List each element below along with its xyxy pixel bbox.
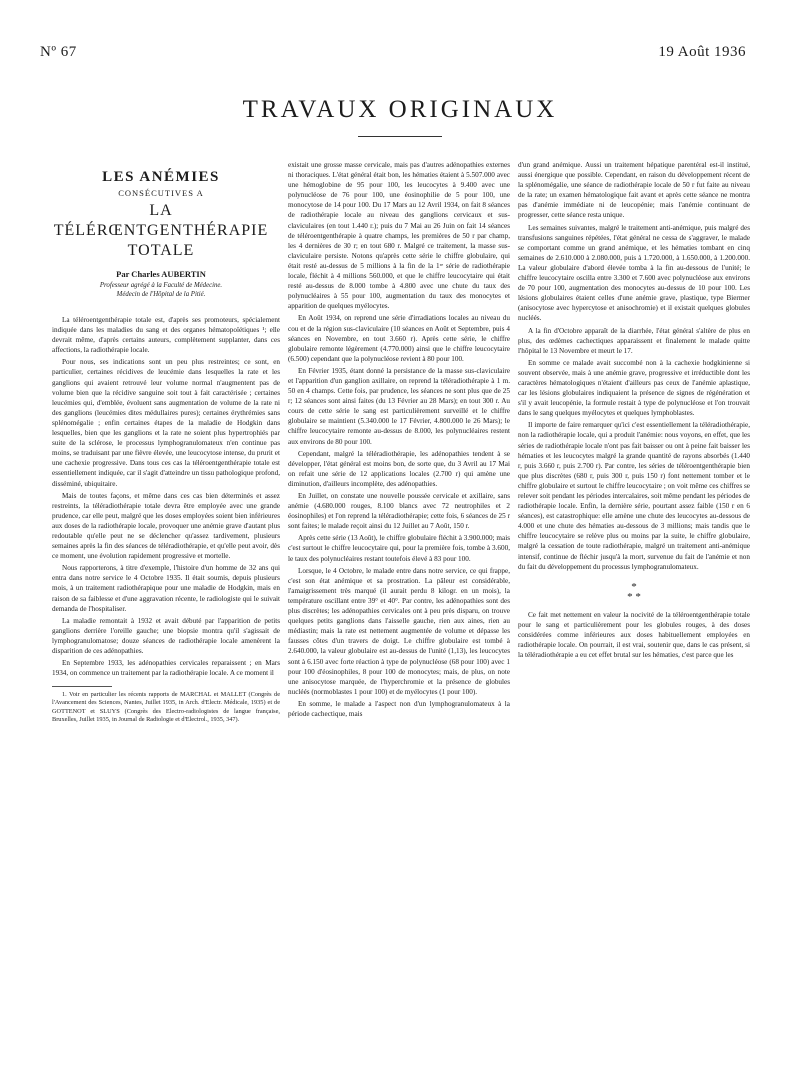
article-title-line-3: LA TÉLÉRŒNTGENTHÉRAPIE — [53, 202, 269, 239]
footnote: 1. Voir en particulier les récents rapports de MARCHAL et MALLET (Congrès de l'Avancement des Sciences, Nantes, Juillet 1935, in Arch. d'Electr. Médicale, 1935) et de GOTTENOT et SLUYS (Congrès des Electro-radiologistes de langue française, Bruxelles, Juillet 1935, in Journal de Radiologie et d'Electrol., 1935, 347). — [52, 691, 280, 723]
article-title-line-4: TOTALE — [127, 242, 195, 259]
article-title-line-1: LES ANÉMIES — [102, 169, 220, 185]
paragraph: Après cette série (13 Août), le chiffre globulaire fléchit à 3.900.000; mais c'est surtout le chiffre leucocytaire qui, pour la première fois, tombe à 3.600, le taux des polynucléaires restant toutefois élevé à 83 pour 100. — [288, 534, 510, 563]
column-3 — [518, 160, 750, 1060]
paragraph: Lorsque, le 4 Octobre, le malade entre dans notre service, ce qui frappe, c'est son état anémique et sa prostration. La pâleur est considérable, l'amaigrissement très marqué (il aurait perdu 8 kilogr. en un mois), la température oscillant entre 39° et 40°. Par contre, les adénopathies sont des plus discrètes; les adénopathies cervicales ont à peu près disparu, on trouve quelques petits ganglions dans l'aisselle gauche, rien aux aines, rien au médiastin; mais la rate est nettement augmentée de volume et dépasse les fausses côtes d'un travers de doigt. Le chiffre globulaire est tombé à 2.640.000, la valeur globulaire est au-dessus de l'unité (1,13), les leucocytes sont à 6.150 avec forte réaction à type de polynucléose (68 pour 100) avec 1 pour 100 d'éosinophiles, 8 pour 100 de monocytes; mais, de plus, on note une anisocytose marquée, de l'hyperchromie et la présence de globules nucléés (normoblastes 1 pour 100) et de myélocytes (1 pour 100). — [288, 566, 510, 696]
paragraph: Cependant, malgré la téléradiothérapie, les adénopathies tendent à se développer, l'état général est moins bon, de sorte que, du 3 Avril au 17 Mai on refait une série de 12 applications locales (2.700 r) qui amène une diminution, d'ailleurs incomplète, des adénopathies. — [288, 449, 510, 488]
column-2 — [288, 160, 510, 1060]
issue-number: Nº 67 — [40, 44, 77, 60]
column-1 — [42, 160, 280, 1060]
paragraph: Il importe de faire remarquer qu'ici c'est essentiellement la téléradiothérapie, non la radiothérapie locale, qui a produit l'anémie: nous voyons, en effet, que les séries de radiothérapie locale n'ont pas fait baisser ou ont à peine fait baisser les hématies et les leucocytes malgré la grande quantité de rayons absorbés (1.440 r, puis 3.660 r, puis 2.700 r). Par contre, les séries de téléroentgenthérapie bien que plus discrètes (680 r, puis 300 r, puis 150 r) font nettement tomber et le chiffre globulaire et surtout le chiffre leucocytaire ; on voit même ces chiffres se relever soit pendant les périodes intercalaires, soit même pendant les périodes de radiothérapie locale. Enfin, la dernière série, pourtant assez faible (150 r en 6 séances), est catastrophique: elle amène une chute des leucocytes au-dessous de 4.000 et une chute des hématies au-dessous de 3 millions; mais tandis que le chiffre leucocytaire se relève plus ou moins par la suite, le chiffre globulaire, malgré la cessation de toute radiothérapie, malgré un traitement anti-anémique intensif, continue de fléchir jusqu'à la mort, survenue du fait de l'anémie et non du fait du développement du processus lymphogranulomateux. — [518, 421, 750, 571]
title-divider — [358, 136, 442, 137]
paragraph: En somme, le malade a l'aspect non d'un lymphogranulomateux à la période cachectique, mais — [288, 699, 510, 718]
column-1-body — [42, 315, 280, 724]
paragraph: A la fin d'Octobre apparaît de la diarrhée, l'état général s'altère de plus en plus, des œdèmes cachectiques apparaissent et finalement le malade quitte l'hôpital le 13 Novembre et meurt le 17. — [518, 326, 750, 355]
paragraph: En Février 1935, étant donné la persistance de la masse sus-claviculaire et l'apparition d'un ganglion axillaire, on reprend la téléradiothérapie à 1 m. 50 en 4 champs. Cette fois, par prudence, les séances ne sont plus que de 25 r; 12 séances sont ainsi faites (du 13 Février au 28 Mars); en tout 300 r. Au cours de cette série le sang est particulièrement surveillé et le chiffre globulaire se maintient (5.340.000 le 17 Février, 4.800.000 le 26 Mars); le chiffre leucocytaire remonte au-dessus de 8.000, les polynucléaires restent aux environs de 80 pour 100. — [288, 366, 510, 446]
paragraph: Mais de toutes façons, et même dans ces cas bien déterminés et assez restreints, la téléradiothérapie totale devra être employée avec une grande prudence, car elle peut, malgré que les doses employées soient bien inférieures aux doses de la radiothérapie locale, provoquer une anémie grave d'autant plus redoutable qu'elle peut ne se déclencher qu'assez tardivement, plusieurs semaines après la fin des séances de téléradiothérapie, et qu'elle peut avoir, dès ce moment, une évolution rapidement progressive et mortelle. — [52, 491, 280, 561]
paragraph: Ce fait met nettement en valeur la nocivité de la téléroentgenthérapie totale pour le sang et particulièrement pour les globules rouges, à des doses considérées comme inférieures aux doses habituellement employées en radiothérapie locale. On pourrait, il est vrai, soutenir que, dans le cas présent, si la téléradiothérapie a eu cet effet brutal sur les hématies, c'est parce que les — [518, 610, 750, 660]
paragraph: existait une grosse masse cervicale, mais pas d'autres adénopathies externes ni thoraciques. L'état général était bon, les hématies étaient à 5.507.000 avec une hémoglobine de 95 pour 100, les leucocytes à 9.400 avec une polynucléose de 76 pour 100, une éosinophilie de 5 pour 100, une monocytose de 14 pour 100. Du 17 Mars au 12 Avril 1934, on fait 8 séances de radiothérapie locale au niveau des ganglions cervicaux et sus-claviculaires (en tout 1.440 r.); puis du 7 Mai au 26 Juin on fait 14 séances de téléroentgenthérapie à quatre champs, les premières de 50 r par champ, les 4 dernières de 30 r; en tout 680 r. Malgré ce traitement, la masse sus-claviculaire persiste. Notons qu'après cette série le chiffre globulaire, qui était resté au-dessus de 5 millions à la fin de la 1ʳᵉ série de radiothérapie locale, fléchit à 4 millions 560.000, et que le chiffre leucocytaire qui était resté au-dessus de 8.000 tombe à 4.800 avec une chute du taux des polynucléaires à 55 pour 100, augmentation du taux des monocytes et apparition de quelques myélocytes. — [288, 161, 510, 311]
paragraph: En Août 1934, on reprend une série d'irradiations locales au niveau du cou et de la région sus-claviculaire (10 séances en Août et Septembre, puis 4 séances en Novembre, en tout 3.660 r). Après cette série, le chiffre globulaire remonte légèrement (4.770.000) ainsi que le chiffre leucocytaire (6.500) cependant que la polynucléose revient à 80 pour 100. — [288, 314, 510, 363]
issue-date: 19 Août 1936 — [658, 44, 746, 60]
affiliation-line-1: Professeur agrégé à la Faculté de Médecine. — [99, 282, 223, 289]
paragraph: En Juillet, on constate une nouvelle poussée cervicale et axillaire, sans anémie (4.680.000 rouges, 8.100 blancs avec 72 neutrophiles et 2 éosinophiles) et l'on reprend la téléradiothérapie; cette fois, 6 séances de 25 r sont faites; le malade reçoit ainsi du 12 Juillet au 7 Août, 150 r. — [288, 492, 510, 531]
article-title-line-2: CONSÉCUTIVES A — [118, 188, 204, 198]
affiliation-line-2: Médecin de l'Hôpital de la Pitié. — [116, 290, 206, 298]
paragraph: d'un grand anémique. Aussi un traitement hépatique parentéral est-il institué, aussi énergique que possible. Cependant, en raison du développement récent de la splénomégalie, une séance de radiothérapie locale de 50 r fut faite au niveau de la rate; un examen hématologique fait avant et après cette séance ne montra pas d'anémie immédiate ni de leucopénie; mais l'anémie continuant de progresser, cette séance resta unique. — [518, 161, 750, 220]
paragraph: Pour nous, ses indications sont un peu plus restreintes; ce sont, en particulier, certaines récidives de leucémie dans lesquelles la rate et les ganglions qui avaient retrouvé leur volume normal n'augmentent pas de volume bien que la récidive sanguine soit tout à fait caractérisée ; certaines leucémies qui, d'emblée, évoluent sans augmentation de volume de la rate ni des ganglions (leucémies dites médullaires pures); certaines érythrémies sans splénomégalie ; enfin certaines étapes de la maladie de Hodgkin dans lesquelles, bien que les ganglions et la rate ne soient plus hypertrophiés par suite de la sclérose, le processus lymphogranulomateux n'en continue pas moins, se traduisant par une fièvre élevée, une leucocytose intense, du prurit et une cachexie progressive. Dans tous ces cas la téléroentgenthérapie totale est essentiellement indiquée, car il s'agit d'atteindre un tissu pathologique profond, disséminé, ubiquitaire. — [52, 358, 280, 488]
paragraph: La téléroentgenthérapie totale est, d'après ses promoteurs, spécialement indiquée dans les maladies du sang et des organes hématopoïétiques ¹; elle devrait même, d'après certains auteurs, complètement supplanter, dans ces affections, la radiothérapie locale. — [52, 316, 280, 355]
paragraph: En somme ce malade avait succombé non à la cachexie hodgkinienne si souvent observée, mais à une anémie grave, progressive et irréductible dont les caractères hématologiques n'étaient d'ailleurs pas ceux de l'anémie aplastique, car les lésions globulaires indiquaient la présence de signes de régénération et s'il y avait leucopénie, la formule restait à type de polynucléose et l'on trouvait dans le sang quelques myélocytes et quelques lymphoblastes. — [518, 358, 750, 418]
paragraph: Les semaines suivantes, malgré le traitement anti-anémique, puis malgré des transfusions sanguines répétées, l'état général ne cessa de s'aggraver, le malade se comportant comme un grand anémique, et les hématies tombant en cinq semaines de 2.610.000 à 2.080.000, puis à 1.720.000, à 1.650.000, à 1.200.000. La valeur globulaire d'abord élevée tomba à la fin au-dessous de l'unité; le chiffre leucocytaire oscilla entre 3.300 et 7.600 avec polynucléose aux environs de 70 pour 100, augmentation des monocytes au-dessus de 10 pour 100. Les lésions globulaires étaient celles d'une anémie grave, plastique, type Biermer (anisocytose avec hypercytose et anisochromie) et il existait quelques globules nucléés. — [518, 223, 750, 323]
author-affiliation — [42, 282, 280, 299]
section-title: TRAVAUX ORIGINAUX — [242, 96, 558, 123]
article-author: Par Charles AUBERTIN — [116, 269, 206, 279]
paragraph: Nous rapporterons, à titre d'exemple, l'histoire d'un homme de 32 ans qui entra dans notre service le 4 Octobre 1935. Il était soumis, depuis plusieurs mois, à un traitement radiothérapique pour une maladie de Hodgkin, mais en raison de sa faiblesse et d'une aggravation récente, le radiologiste qui le suivait demanda de l'hospitaliser. — [52, 564, 280, 613]
paragraph: En Septembre 1933, les adénopathies cervicales reparaissent ; en Mars 1934, on commence un traitement par la radiothérapie locale. A ce moment il — [52, 659, 280, 678]
paragraph: La maladie remontait à 1932 et avait débuté par l'apparition de petits ganglions derrière l'oreille gauche; une biopsie montra qu'il s'agissait de lymphogranulomatose; douze séances de radiothérapie locale amenèrent la disparition de ces adénopathies. — [52, 616, 280, 655]
footnote-divider — [52, 686, 112, 687]
section-separator-stars: * * * — [627, 580, 641, 603]
